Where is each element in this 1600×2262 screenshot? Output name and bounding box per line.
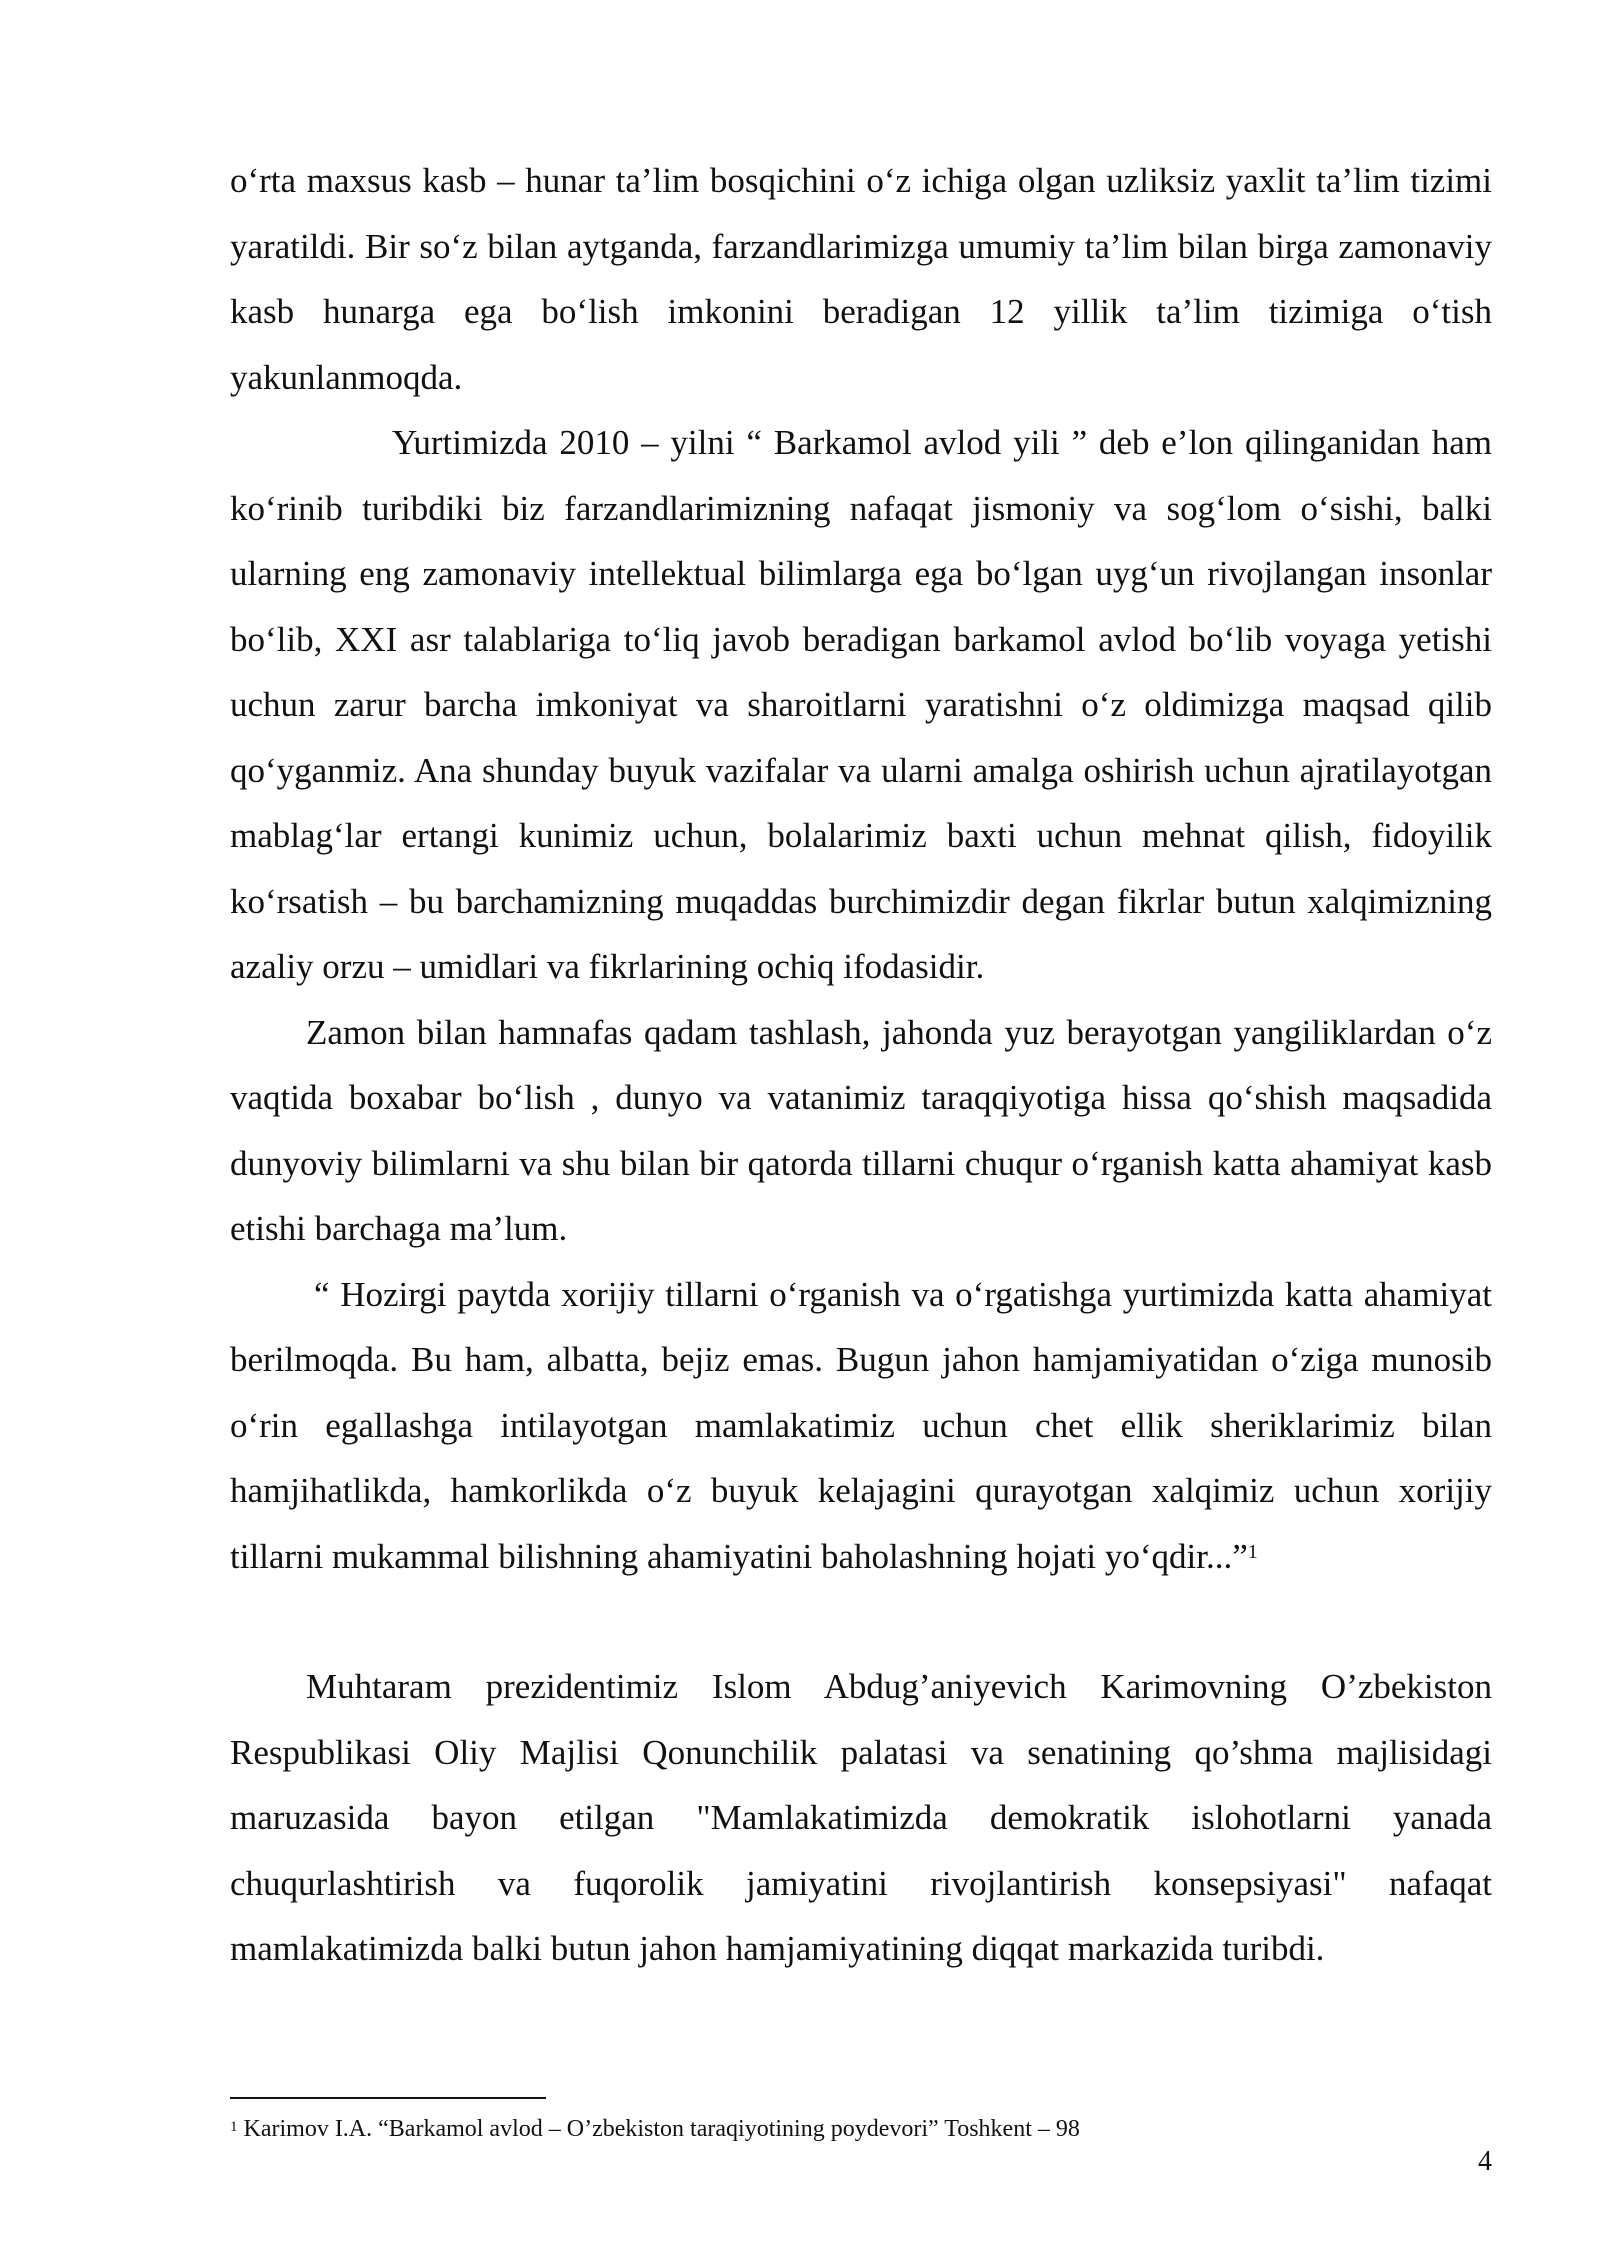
paragraph-5: Muhtaram prezidentimiz Islom Abdug’aniyevich Karimovning O’zbekiston Respublikasi Oliy Majlisi Qonunchilik palatasi va senatining qo’shma majlisidagi maruzasida bayon etilgan "Mamlakatimizda demokratik islohotlarni yanada chuqurlashtirish va fuqorolik jamiyatini rivojlantirish konsepsiyasi" nafaqat mamlakatimizda balki butun jahon hamjamiyatining diqqat markazida turibdi. xyxy=(230,1667,1492,1968)
paragraph-2: Yurtimizda 2010 – yilni “ Barkamol avlod yili ” deb e’lon qilinganidan ham ko‘rinib turibdiki biz farzandlarimizning nafaqat jismoniy va sog‘lom o‘sishi, balki ularning eng zamonaviy intellektual bilimlarga ega bo‘lgan uyg‘un rivojlangan insonlar bo‘lib, XXI asr talablariga to‘liq javob beradigan barkamol avlod bo‘lib voyaga yetishi uchun zarur barcha imkoniyat va sharoitlarni yaratishni o‘z oldimizga maqsad qilib qo‘yganmiz. Ana shunday buyuk vazifalar va ularni amalga oshirish uchun ajratilayotgan mablag‘lar ertangi kunimiz uchun, bolalarimiz baxti uchun mehnat qilish, fidoyilik ko‘rsatish – bu barchamizning muqaddas burchimizdir degan fikrlar butun xalqimizning azaliy orzu – umidlari va fikrlarining ochiq ifodasidir. xyxy=(230,423,1492,986)
footnote-text: Karimov I.A. “Barkamol avlod – O’zbekiston taraqiyotining poydevori” Toshkent – 98 xyxy=(237,2116,1080,2142)
paragraph-3: Zamon bilan hamnafas qadam tashlash, jahonda yuz berayotgan yangiliklardan o‘z vaqtida boxabar bo‘lish , dunyo va vatanimiz taraqqiyotiga hissa qo‘shish maqsadida dunyoviy bilimlarni va shu bilan bir qatorda tillarni chuqur o‘rganish katta ahamiyat kasb etishi barchaga ma’lum. xyxy=(230,1012,1492,1248)
footnote-reference[interactable]: 1 xyxy=(1247,1540,1258,1563)
paragraph-1: o‘rta maxsus kasb – hunar ta’lim bosqichini o‘z ichiga olgan uzliksiz yaxlit ta’lim tizimi yaratildi. Bir so‘z bilan aytganda, farzandlarimizga umumiy ta’lim bilan birga zamonaviy kasb hunarga ega bo‘lish imkonini beradigan 12 yillik ta’lim tizimiga o‘tish yakunlanmoqda. xyxy=(230,161,1492,397)
footnote xyxy=(230,2114,1492,2144)
paragraph-4-quote xyxy=(230,1262,1492,1590)
footnote-separator xyxy=(230,2097,546,2099)
page-body xyxy=(230,148,1492,1982)
quote-text: “ Hozirgi paytda xorijiy tillarni o‘rganish va o‘rgatishga yurtimizda katta ahamiyat berilmoqda. Bu ham, albatta, bejiz emas. Bugun jahon hamjamiyatidan o‘ziga munosib o‘rin egallashga intilayotgan mamlakatimiz uchun chet ellik sheriklarimiz bilan hamjihatlikda, hamkorlikda o‘z buyuk kelajagini qurayotgan xalqimiz uchun xorijiy tillarni mukammal bilishning ahamiyatini baholashning hojati yo‘qdir...” xyxy=(230,1274,1492,1576)
paragraph-spacer xyxy=(230,1589,1492,1654)
footnote-marker: 1 xyxy=(230,2119,238,2135)
page-number: 4 xyxy=(1478,2146,1492,2177)
